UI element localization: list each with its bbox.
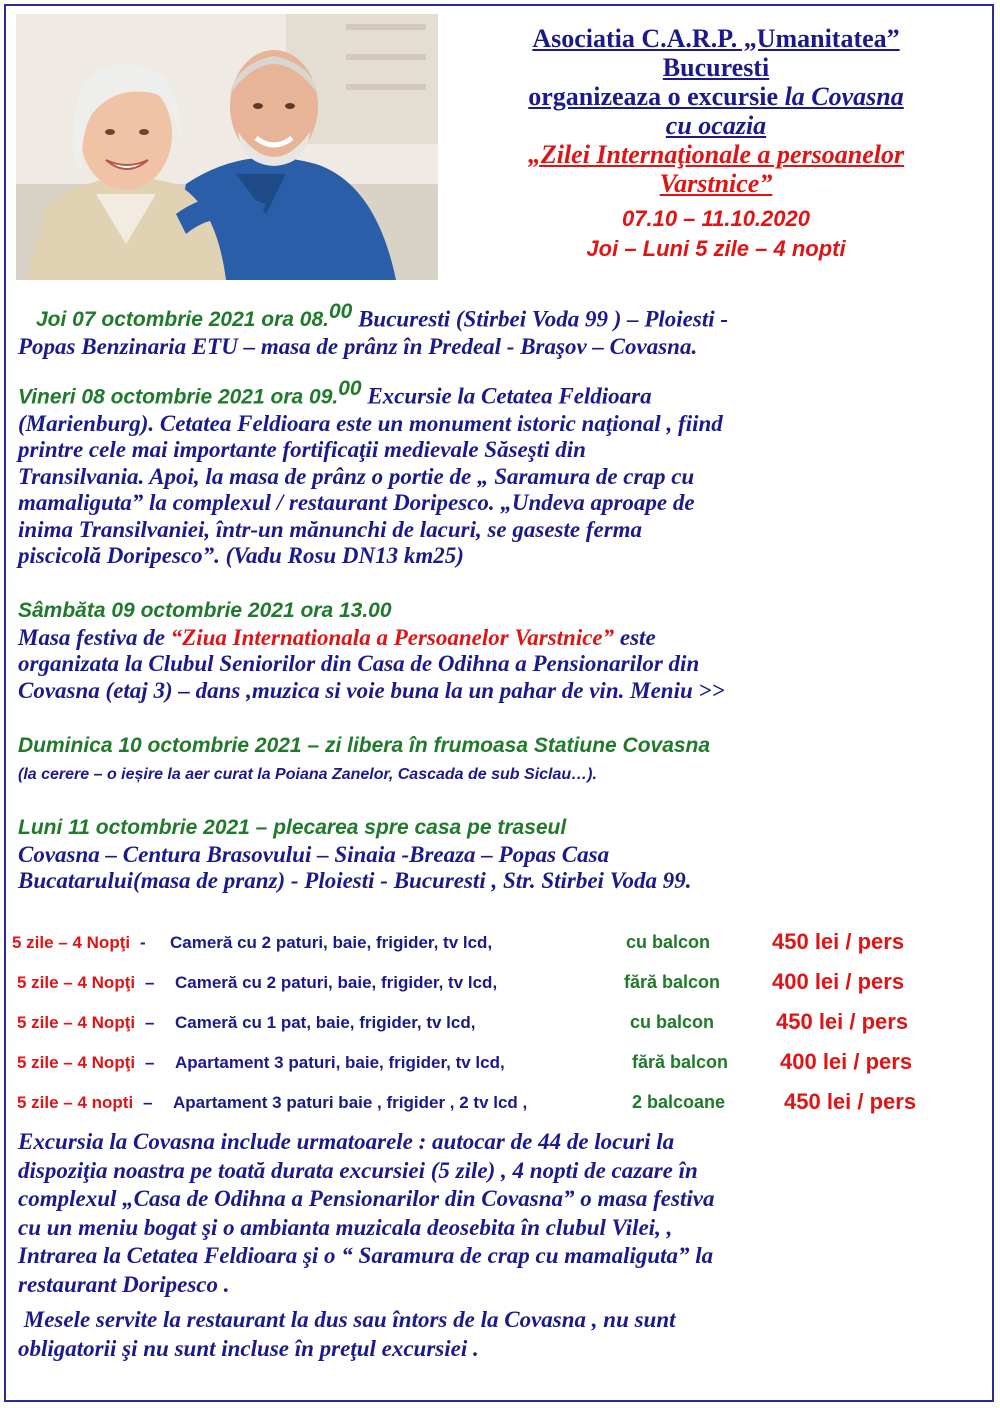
occasion-line: cu ocazia: [665, 111, 767, 140]
price-balcony: fără balcon: [624, 972, 721, 992]
day-2-text-f: inima Transilvaniei, într-un mănunchi de lacuri, se gaseste ferma: [18, 516, 643, 542]
day-3-text-b: organizata la Clubul Seniorilor din Casa de Odihna a Pensionarilor din: [18, 651, 700, 676]
day-3-text-a3: este: [614, 624, 656, 650]
day-2-text-a: Excursie la Cetatea Feldioara: [361, 383, 652, 409]
day-2-text-d: Transilvania. Apoi, la masa de prânz o portie de „ Saramura de crap cu: [18, 463, 695, 489]
price-days: 5 zile – 4 Nopţi: [17, 1013, 136, 1032]
price-balcony: 2 balcoane: [632, 1092, 726, 1112]
includes-line: cu un meniu bogat şi o ambianta muzicala deosebita în clubul Vilei, ,: [18, 1214, 673, 1240]
price-days: 5 zile – 4 Nopţi: [17, 1053, 136, 1072]
day-2: [18, 376, 986, 570]
price-sep: -: [140, 933, 146, 952]
trip-line: [446, 82, 986, 111]
price-desc: Cameră cu 2 paturi, baie, frigider, tv lcd,: [170, 933, 493, 952]
day-3-text-c: Covasna (etaj 3) – dans ,muzica si voie buna la un pahar de vin. Meniu >>: [18, 677, 725, 703]
price-desc: Cameră cu 2 paturi, baie, frigider, tv lcd,: [175, 973, 498, 992]
price-desc: Apartament 3 paturi baie , frigider , 2 tv lcd ,: [173, 1093, 528, 1112]
day-1-title: Joi 07 octombrie 2021 ora 08.: [36, 308, 329, 332]
price-row: [12, 1048, 988, 1078]
includes-paragraph: [18, 1128, 986, 1299]
day-4-title: Duminica 10 octombrie 2021 – zi libera în frumoasa Statiune Covasna: [18, 734, 711, 757]
trip-duration: Joi – Luni 5 zile – 4 nopti: [586, 236, 846, 261]
day-3-title: Sâmbăta 09 octombrie 2021 ora 13.00: [18, 599, 392, 622]
price-sep: –: [145, 973, 155, 992]
day-5-title: Luni 11 octombrie 2021 – plecarea spre casa pe traseul: [18, 816, 567, 839]
price-row: [12, 1088, 988, 1118]
price-row: [12, 1008, 988, 1038]
day-4-text-a: (la cerere – o ieșire la aer curat la Poiana Zanelor, Cascada de sub Siclau…).: [18, 765, 597, 783]
day-1-text-b: Popas Benzinaria ETU – masa de prânz în Predeal - Braşov – Covasna.: [18, 333, 698, 359]
price-balcony: cu balcon: [630, 1012, 715, 1032]
trip-dates: 07.10 – 11.10.2020: [622, 206, 810, 231]
note-line: Mesele servite la restaurant la dus sau întors de la Covasna , nu sunt: [18, 1307, 676, 1332]
price-balcony: cu balcon: [626, 932, 711, 952]
price-row: [12, 928, 988, 958]
couple-illustration: [16, 14, 438, 280]
price-sep: –: [145, 1013, 155, 1032]
includes-line: Excursia la Covasna include urmatoarele : autocar de 44 de locuri la: [18, 1129, 675, 1154]
price-amount: 400 lei / pers: [780, 1049, 913, 1074]
meals-note: [18, 1306, 986, 1363]
includes-line: restaurant Doripesco .: [18, 1271, 230, 1297]
event-name-2: Varstnice”: [659, 169, 773, 198]
price-desc: Cameră cu 1 pat, baie, frigider, tv lcd,: [175, 1013, 476, 1032]
day-1-text-a: Bucuresti (Stirbei Voda 99 ) – Ploiesti -: [352, 306, 729, 332]
trip-line-a: organizeaza o excursie: [528, 82, 785, 111]
price-sep: –: [143, 1093, 153, 1112]
price-desc: Apartament 3 paturi, baie, frigider, tv lcd,: [175, 1053, 505, 1072]
day-5-text-a: Covasna – Centura Brasovului – Sinaia -Breaza – Popas Casa: [18, 841, 610, 867]
day-5: [18, 815, 986, 895]
day-2-text-g: piscicolă Doripesco”. (Vadu Rosu DN13 km25): [18, 543, 464, 569]
price-sep: –: [145, 1053, 155, 1072]
price-amount: 400 lei / pers: [772, 969, 905, 994]
includes-line: Intrarea la Cetatea Feldioara şi o “ Saramura de crap cu mamaliguta” la: [18, 1243, 714, 1268]
day-3: [18, 598, 986, 704]
day-1-time-sup: 00: [328, 300, 353, 323]
organization-name: Asociatia C.A.R.P. „Umanitatea”: [532, 24, 900, 53]
includes-line: dispoziţia noastra pe toată durata excursiei (5 zile) , 4 nopti de cazare în: [18, 1157, 698, 1183]
day-3-event-name: “Ziua Internationala a Persoanelor Varstnice”: [170, 624, 615, 650]
price-days: 5 zile – 4 Nopţi: [17, 973, 136, 992]
city: Bucuresti: [662, 53, 770, 82]
price-balcony: fără balcon: [632, 1052, 729, 1072]
note-line: obligatorii şi nu sunt incluse în preţul excursiei .: [18, 1335, 479, 1361]
header: [446, 24, 986, 264]
day-2-text-c: printre cele mai importante fortificaţii medievale Săseşti din: [18, 437, 586, 463]
day-5-text-b: Bucatarului(masa de pranz) - Ploiesti - Bucuresti , Str. Stirbei Voda 99.: [18, 868, 692, 893]
day-2-text-e: mamaliguta” la complexul / restaurant Doripesco. „Undeva aproape de: [18, 490, 695, 516]
trip-line-b: la Covasna: [784, 82, 904, 111]
event-name-1: „Zilei Internaţionale a persoanelor: [527, 140, 905, 169]
couple-photo: [16, 14, 438, 280]
day-1: [18, 299, 986, 360]
day-4: [18, 733, 986, 788]
day-2-title: Vineri 08 octombrie 2021 ora 09.: [18, 385, 339, 409]
price-days: 5 zile – 4 nopti: [17, 1093, 134, 1112]
day-2-text-b: (Marienburg). Cetatea Feldioara este un monument istoric naţional , fiind: [18, 410, 723, 436]
price-amount: 450 lei / pers: [784, 1089, 917, 1114]
day-2-time-sup: 00: [338, 377, 362, 400]
price-amount: 450 lei / pers: [772, 929, 905, 954]
price-row: [12, 968, 988, 998]
includes-line: complexul „Casa de Odihna a Pensionarilor din Covasna” o masa festiva: [18, 1186, 715, 1211]
day-3-text-a1: Masa festiva de: [18, 624, 171, 650]
price-amount: 450 lei / pers: [776, 1009, 909, 1034]
price-days: 5 zile – 4 Nopţi: [12, 933, 131, 952]
